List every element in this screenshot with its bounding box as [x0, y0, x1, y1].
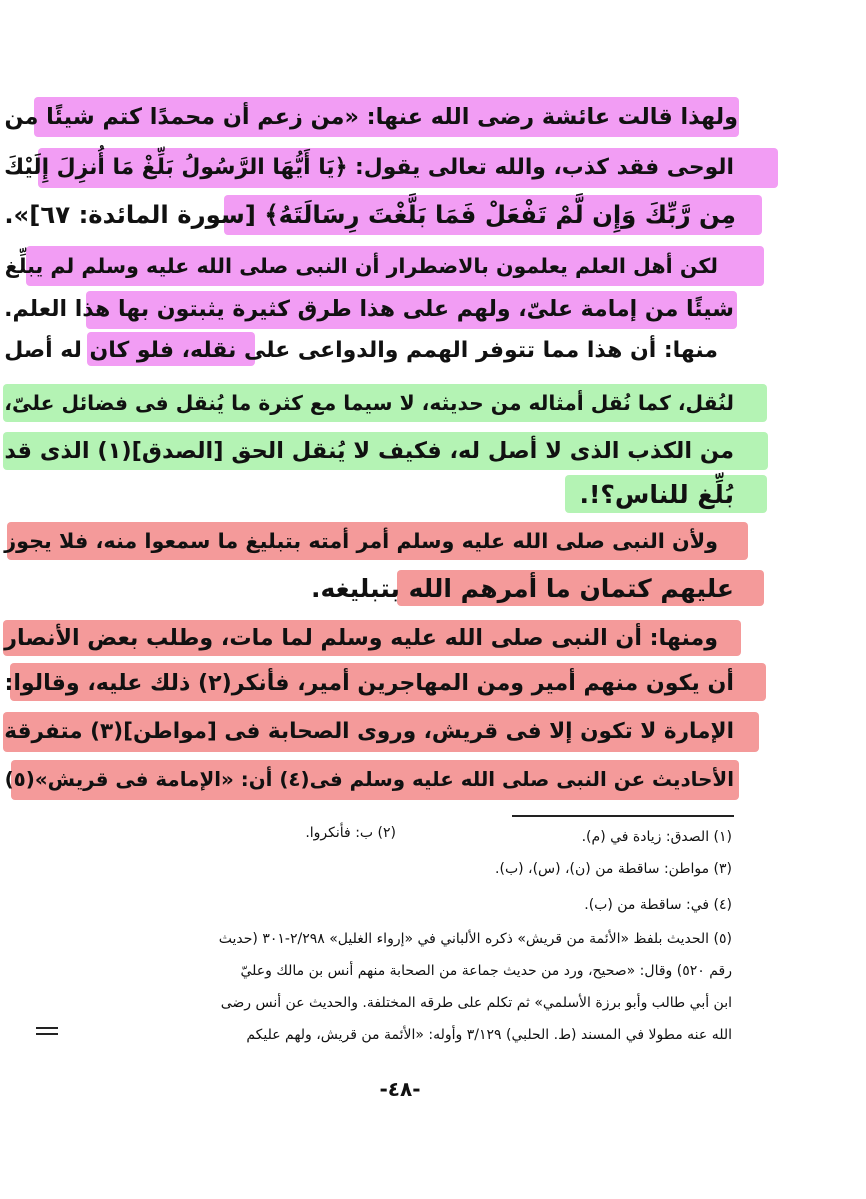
footnote-5-line: ابن أبي طالب وأبو برزة الأسلمي» ثم تكلم على طرقه المختلفة. والحديث عن أنس رضى: [220, 995, 732, 1011]
text-line: مِن رَّبِّكَ وَإِن لَّمْ تَفْعَلْ فَمَا بَلَّغْتَ رِسَالَتَهُ﴾ [سورة المائدة: ٦٧]».: [4, 200, 736, 229]
text-line: لكن أهل العلم يعلمون بالاضطرار أن النبى صلى الله عليه وسلم لم يبلِّغ: [4, 254, 718, 278]
margin-mark: [36, 1033, 58, 1035]
footnote-4: (٤) في: ساقطة من (ب).: [584, 897, 732, 913]
text-line: الأحاديث عن النبى صلى الله عليه وسلم فى(٤) أن: «الإمامة فى قريش»(٥): [4, 768, 734, 791]
text-line: بُلِّغ للناس؟!.: [579, 480, 734, 509]
footnote-5-line: رقم ٥٢٠) وقال: «صحيح، ورد من حديث جماعة من الصحابة منهم أنس بن مالك وعليّ: [240, 963, 732, 979]
text-line: ومنها: أن النبى صلى الله عليه وسلم لما مات، وطلب بعض الأنصار: [4, 625, 718, 651]
footnote-2: (٢) ب: فأنكروا.: [305, 825, 396, 841]
footnote-3: (٣) مواطن: ساقطة من (ن)، (س)، (ب).: [495, 861, 732, 877]
text-line: من الكذب الذى لا أصل له، فكيف لا يُنقل الحق [الصدق](١) الذى قد: [4, 438, 734, 464]
text-line: ولأن النبى صلى الله عليه وسلم أمر أمته بتبليغ ما سمعوا منه، فلا يجوز: [4, 529, 718, 553]
margin-mark: [36, 1027, 58, 1029]
text-line: شيئًا من إمامة علىّ، ولهم على هذا طرق كثيرة يثبتون بها هذا العلم.: [4, 297, 734, 322]
text-line: الوحى فقد كذب، والله تعالى يقول: ﴿يَا أَيُّهَا الرَّسُولُ بَلِّغْ مَا أُنزِلَ إِلَيْكَ: [4, 155, 734, 180]
footnote-separator: [512, 815, 734, 817]
text-line: عليهم كتمان ما أمرهم الله بتبليغه.: [310, 574, 734, 603]
text-line: ولهذا قالت عائشة رضى الله عنها: «من زعم أن محمدًا كتم شيئًا من: [4, 104, 738, 130]
footnote-5-line: (٥) الحديث بلفظ «الأئمة من قريش» ذكره الألباني في «إرواء الغليل» ٢/٢٩٨-٣٠١ (حديث: [218, 931, 732, 947]
text-line: منها: أن هذا مما تتوفر الهمم والدواعى على نقله، فلو كان له أصل: [4, 338, 718, 363]
footnote-5-line: الله عنه مطولا في المسند (ط. الحلبي) ٣/١٢٩ وأوله: «الأئمة من قريش، ولهم عليكم: [246, 1027, 732, 1043]
text-line: أن يكون منهم أمير ومن المهاجرين أمير، فأنكر(٢) ذلك عليه، وقالوا:: [4, 670, 734, 696]
text-line: لنُقل، كما نُقل أمثاله من حديثه، لا سيما مع كثرة ما يُنقل فى فضائل علىّ،: [4, 391, 734, 415]
page-number: -٤٨-: [379, 1077, 421, 1101]
text-line: الإمارة لا تكون إلا فى قريش، وروى الصحابة فى [مواطن](٣) متفرقة: [4, 719, 734, 744]
footnote-1: (١) الصدق: زيادة في (م).: [581, 829, 732, 845]
